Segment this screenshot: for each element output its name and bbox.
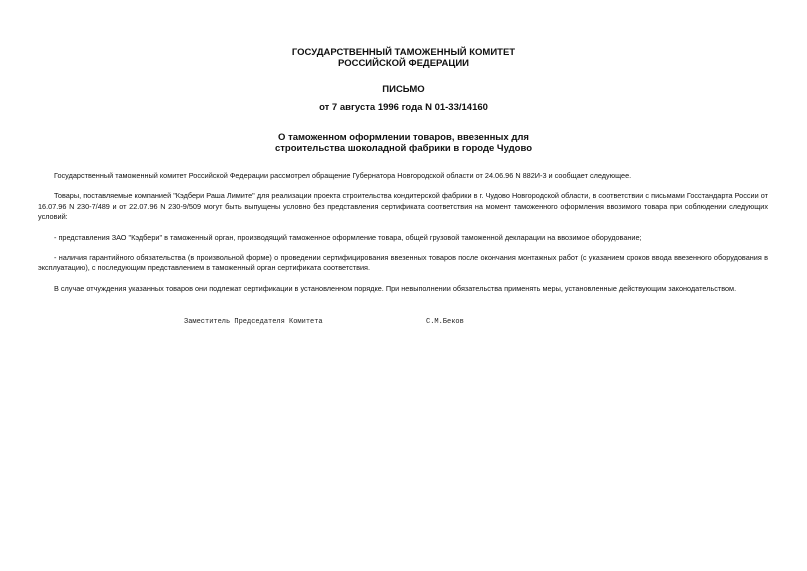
body-paragraph: - представления ЗАО "Кэдбери" в таможенный орган, производящий таможенное оформление товара, общей грузовой таможенной декларации на ввозимое оборудование;	[54, 232, 642, 242]
signature-position: Заместитель Председателя Комитета	[184, 318, 323, 326]
authority-line-2: РОССИЙСКОЙ ФЕДЕРАЦИИ	[337, 58, 469, 69]
document-type: ПИСЬМО	[382, 84, 425, 95]
subject-line-1: О таможенном оформлении товаров, ввезенных для	[278, 132, 529, 143]
document-date-number: от 7 августа 1996 года N 01-33/14160	[319, 102, 488, 113]
signature-name: С.М.Беков	[426, 318, 464, 326]
document-body	[38, 171, 768, 304]
body-paragraph: Товары, поставляемые компанией "Кэдбери Раша Лимите" для реализации проекта строительства кондитерской фабрики в г. Чудово Новгородской области, в соответствии с письмами Госстандарта России от 16.07.96 N 230-7/489 и от 22.07.96 N 230-9/509 могут быть выпущены условно без представления сертификата соответствия на момент таможенного оформления ввозимого товара при соблюдении следующих условий:	[38, 191, 768, 222]
body-paragraph: Государственный таможенный комитет Российской Федерации рассмотрел обращение Губернатора Новгородской области от 24.06.96 N 882И-3 и сообщает следующее.	[54, 171, 632, 180]
body-paragraph: В случае отчуждения указанных товаров они подлежат сертификации в установленном порядке. При невыполнении обязательства применять меры, установленные действующим законодательством.	[54, 283, 737, 293]
body-paragraph: - наличия гарантийного обязательства (в произвольной форме) о проведении сертифицирования ввезенных товаров после окончания монтажных работ (с указанием сроков ввода ввезенного оборудования в эксплуатацию), с последующим представлением в таможенный орган сертификата соответствия.	[38, 252, 768, 273]
issuing-authority	[0, 47, 807, 69]
subject-line-2: строительства шоколадной фабрики в городе Чудово	[274, 143, 532, 154]
document-subject	[0, 132, 807, 154]
authority-line-1: ГОСУДАРСТВЕННЫЙ ТАМОЖЕННЫЙ КОМИТЕТ	[291, 47, 516, 58]
